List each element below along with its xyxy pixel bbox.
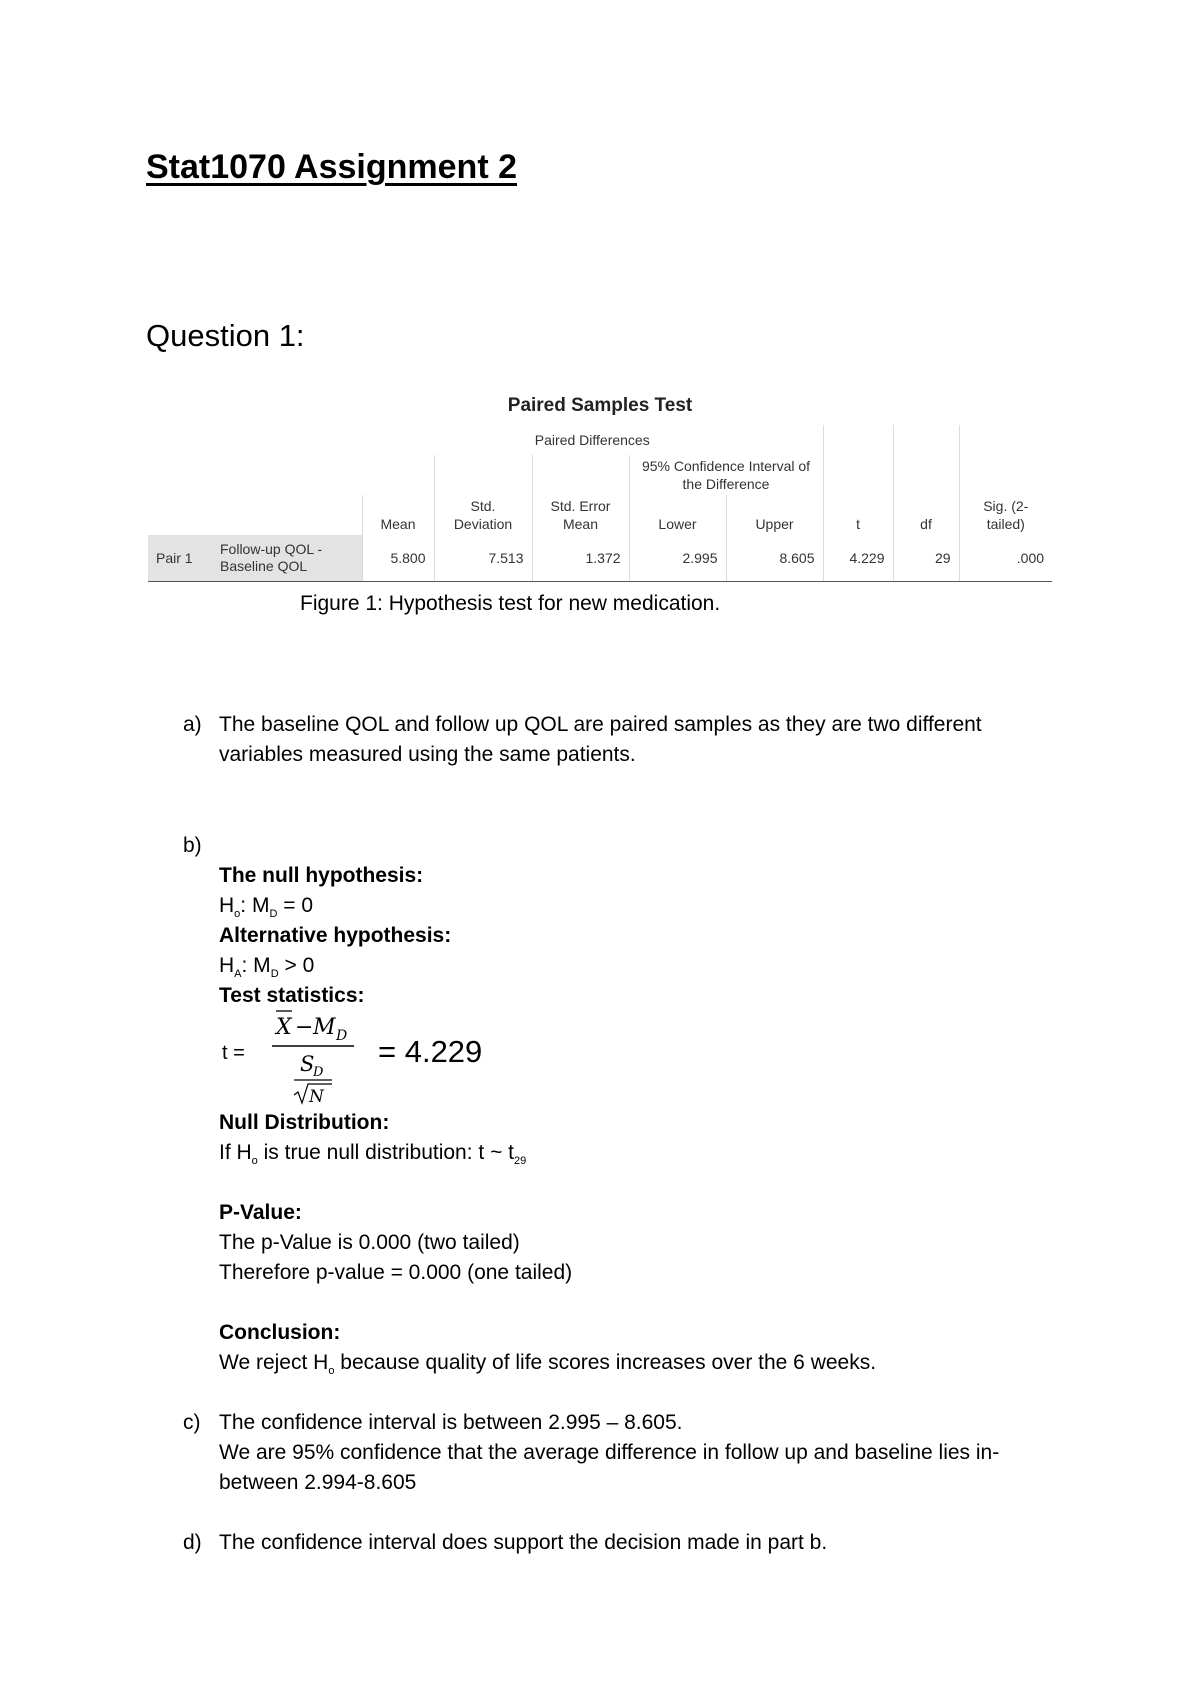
row-pair-label: Pair 1	[148, 535, 212, 582]
paired-samples-table	[148, 425, 1052, 582]
col-header-std-error-mean: Std. Error Mean	[532, 495, 629, 535]
part-c-line-1: The confidence interval is between 2.995 – 8.605.	[219, 1411, 683, 1434]
cell-mean: 5.800	[362, 535, 434, 582]
conclusion-text: We reject $H_o$ because quality of life scores increases over the 6 weeks.	[219, 1351, 877, 1378]
cell-sig: .000	[959, 535, 1052, 582]
part-a-marker: a)	[183, 713, 202, 736]
col-header-lower: Lower	[629, 495, 726, 535]
col-header-sig: Sig. (2- tailed)	[983, 498, 1029, 532]
part-c-line-2: We are 95% confidence that the average difference in follow up and baseline lies in-between 2.994-8.605	[219, 1441, 1000, 1494]
col-header-upper: Upper	[726, 495, 823, 535]
null-hypothesis-heading: The null hypothesis:	[219, 864, 424, 887]
document-title: Stat1070 Assignment 2	[146, 148, 517, 186]
col-header-std-deviation: Std. Deviation	[434, 495, 532, 535]
paired-differences-header: Paired Differences	[534, 432, 650, 448]
figure-caption: Figure 1: Hypothesis test for new medication.	[300, 592, 721, 615]
part-d-text: The confidence interval does support the decision made in part b.	[219, 1531, 828, 1554]
null-hypothesis: $H_o$: $M_D = 0$	[219, 894, 314, 921]
svg-text:N: N	[309, 1087, 324, 1105]
col-header-mean: Mean	[362, 495, 434, 535]
p-value-line-1: The p-Value is 0.000 (two tailed)	[219, 1231, 520, 1254]
alternative-hypothesis: $H_A$: $M_D > 0$	[219, 954, 315, 981]
svg-text:D: D	[336, 1028, 348, 1044]
svg-text:D: D	[313, 1065, 324, 1080]
test-statistics-heading: Test statistics:	[219, 984, 365, 1007]
null-distribution-heading: Null Distribution:	[219, 1111, 390, 1134]
table-title: Paired Samples Test	[507, 395, 693, 416]
formula-result: = 4.229	[378, 1034, 483, 1069]
conclusion-heading: Conclusion:	[219, 1321, 341, 1344]
p-value-line-2: Therefore p-value = 0.000 (one tailed)	[219, 1261, 573, 1284]
part-a-text: The baseline QOL and follow up QOL are paired samples as they are two different variables measured using the same patients.	[219, 713, 982, 766]
formula-t-label: t =	[222, 1042, 245, 1064]
question-heading: Question 1:	[146, 318, 305, 353]
p-value-heading: P-Value:	[219, 1201, 302, 1224]
cell-upper: 8.605	[726, 535, 823, 582]
confidence-interval-header: 95% Confidence Interval of the Difference	[629, 455, 823, 495]
alternative-hypothesis-heading: Alternative hypothesis:	[219, 924, 452, 947]
cell-std-error: 1.372	[532, 535, 629, 582]
svg-text:X: X	[276, 1015, 292, 1040]
col-header-df: df	[893, 495, 959, 535]
svg-text:M: M	[313, 1015, 336, 1040]
cell-t: 4.229	[823, 535, 893, 582]
cell-lower: 2.995	[629, 535, 726, 582]
table-row	[148, 535, 1052, 582]
part-b-marker: b)	[183, 834, 202, 857]
null-distribution-text: If $H_o$ is true null distribution: t ~ $t_{29}$	[219, 1141, 527, 1168]
svg-text:−: −	[295, 1015, 314, 1040]
part-c-marker: c)	[183, 1411, 201, 1434]
cell-df: 29	[893, 535, 959, 582]
svg-text:S: S	[300, 1052, 315, 1076]
part-d-marker: d)	[183, 1531, 202, 1554]
col-header-t: t	[823, 495, 893, 535]
cell-std-deviation: 7.513	[434, 535, 532, 582]
row-variable-label: Follow-up QOL - Baseline QOL	[212, 535, 362, 582]
